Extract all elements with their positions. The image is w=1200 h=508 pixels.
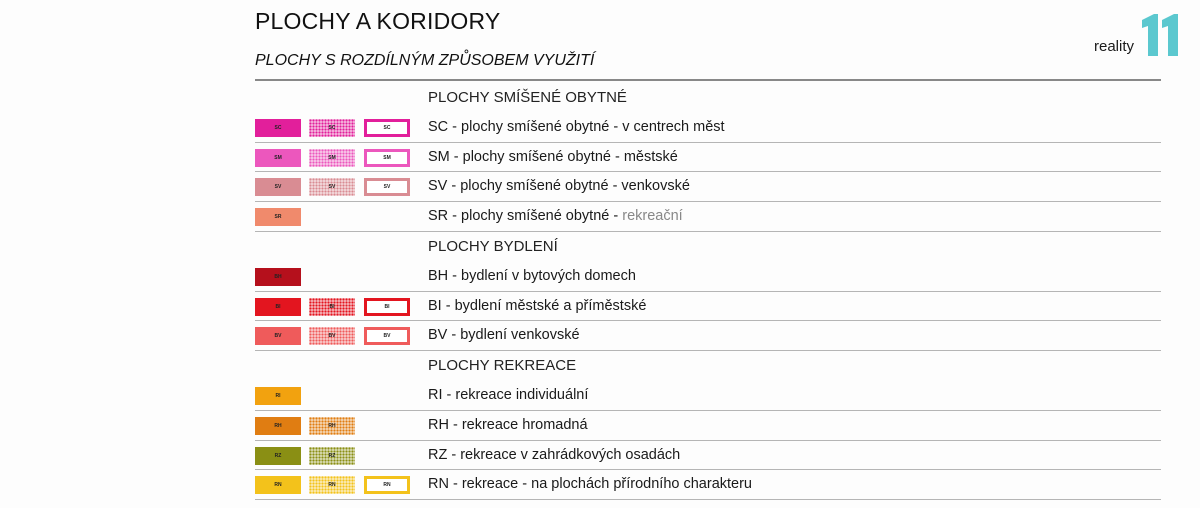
legend-row bbox=[255, 441, 1161, 471]
swatch-code: RN bbox=[328, 482, 336, 489]
section-subtitle: PLOCHY S ROZDÍLNÝM ZPŮSOBEM VYUŽITÍ bbox=[255, 52, 595, 69]
legend-label-faded: rekreační bbox=[622, 208, 683, 225]
swatch-code: BI bbox=[384, 303, 390, 310]
swatch-solid bbox=[255, 387, 301, 405]
swatch-code: SC bbox=[328, 124, 336, 131]
legend-section-header bbox=[255, 83, 1161, 113]
swatch-hatched bbox=[309, 149, 355, 167]
swatch-code: RH bbox=[328, 422, 336, 429]
swatch-hatched bbox=[309, 327, 355, 345]
page-title: PLOCHY A KORIDORY bbox=[255, 8, 501, 34]
swatch-hatched bbox=[309, 119, 355, 137]
legend-label-main: SR - plochy smíšené obytné - bbox=[428, 208, 623, 225]
swatch-code: SV bbox=[328, 184, 336, 191]
swatch-code: SM bbox=[383, 154, 391, 161]
swatch-outline bbox=[364, 327, 410, 345]
swatch-solid bbox=[255, 417, 301, 435]
legend-row bbox=[255, 172, 1161, 202]
swatch-code: BV bbox=[328, 333, 336, 340]
divider bbox=[255, 79, 1161, 81]
swatch-code: BV bbox=[383, 333, 391, 340]
swatch-solid bbox=[255, 476, 301, 494]
legend-row bbox=[255, 411, 1161, 441]
legend-row bbox=[255, 202, 1161, 232]
swatch-solid bbox=[255, 268, 301, 286]
swatch-code: SM bbox=[274, 154, 282, 161]
legend-label: RI - rekreace individuální bbox=[428, 386, 589, 403]
swatch-code: SC bbox=[274, 124, 282, 131]
legend-label: BI - bydlení městské a příměstské bbox=[428, 297, 647, 314]
swatch-solid bbox=[255, 327, 301, 345]
swatch-code: RH bbox=[274, 422, 282, 429]
swatch-solid bbox=[255, 447, 301, 465]
swatch-code: SV bbox=[274, 184, 282, 191]
swatch-outline bbox=[364, 119, 410, 137]
swatch-code: SV bbox=[383, 184, 391, 191]
section-heading: PLOCHY REKREACE bbox=[428, 357, 577, 375]
swatch-hatched bbox=[309, 298, 355, 316]
swatch-solid bbox=[255, 298, 301, 316]
legend-table bbox=[255, 83, 1161, 500]
swatch-code: RI bbox=[275, 392, 281, 399]
legend-label: BV - bydlení venkovské bbox=[428, 327, 580, 344]
swatch-code: BV bbox=[274, 333, 282, 340]
swatch-hatched bbox=[309, 178, 355, 196]
legend-label: RH - rekreace hromadná bbox=[428, 416, 588, 433]
legend-row bbox=[255, 262, 1161, 292]
legend-label: SC - plochy smíšené obytné - v centrech měst bbox=[428, 118, 725, 135]
swatch-hatched bbox=[309, 476, 355, 494]
swatch-hatched bbox=[309, 447, 355, 465]
swatch-solid bbox=[255, 149, 301, 167]
section-heading: PLOCHY BYDLENÍ bbox=[428, 237, 558, 255]
legend-label: RZ - rekreace v zahrádkových osadách bbox=[428, 446, 681, 463]
swatch-code: BH bbox=[274, 273, 282, 280]
legend-label: SV - plochy smíšené obytné - venkovské bbox=[428, 178, 690, 195]
swatch-solid bbox=[255, 119, 301, 137]
swatch-code: SM bbox=[328, 154, 336, 161]
legend-label: BH - bydlení v bytových domech bbox=[428, 267, 636, 284]
legend-section-header bbox=[255, 232, 1161, 262]
swatch-outline bbox=[364, 149, 410, 167]
section-heading: PLOCHY SMÍŠENÉ OBYTNÉ bbox=[428, 89, 627, 106]
swatch-code: SR bbox=[274, 214, 282, 221]
legend-row bbox=[255, 470, 1161, 500]
legend-row bbox=[255, 381, 1161, 411]
swatch-outline bbox=[364, 178, 410, 196]
legend-row bbox=[255, 113, 1161, 143]
legend-row bbox=[255, 321, 1161, 351]
logo-mark-icon bbox=[1140, 14, 1184, 56]
swatch-outline bbox=[364, 298, 410, 316]
logo-text: reality bbox=[1094, 38, 1135, 55]
reality-logo bbox=[1094, 14, 1186, 58]
swatch-code: SC bbox=[383, 124, 391, 131]
swatch-code: RZ bbox=[274, 452, 282, 459]
swatch-hatched bbox=[309, 417, 355, 435]
legend-row bbox=[255, 292, 1161, 322]
legend-label: SM - plochy smíšené obytné - městské bbox=[428, 148, 678, 165]
swatch-code: RZ bbox=[328, 452, 336, 459]
legend-label bbox=[428, 208, 683, 224]
legend-row bbox=[255, 143, 1161, 173]
swatch-code: BI bbox=[275, 303, 281, 310]
legend-label: RN - rekreace - na plochách přírodního charakteru bbox=[428, 476, 752, 493]
swatch-code: BI bbox=[329, 303, 335, 310]
swatch-code: RN bbox=[383, 482, 391, 489]
swatch-solid bbox=[255, 208, 301, 226]
swatch-code: RN bbox=[274, 482, 282, 489]
swatch-outline bbox=[364, 476, 410, 494]
swatch-solid bbox=[255, 178, 301, 196]
legend-section-header bbox=[255, 351, 1161, 381]
